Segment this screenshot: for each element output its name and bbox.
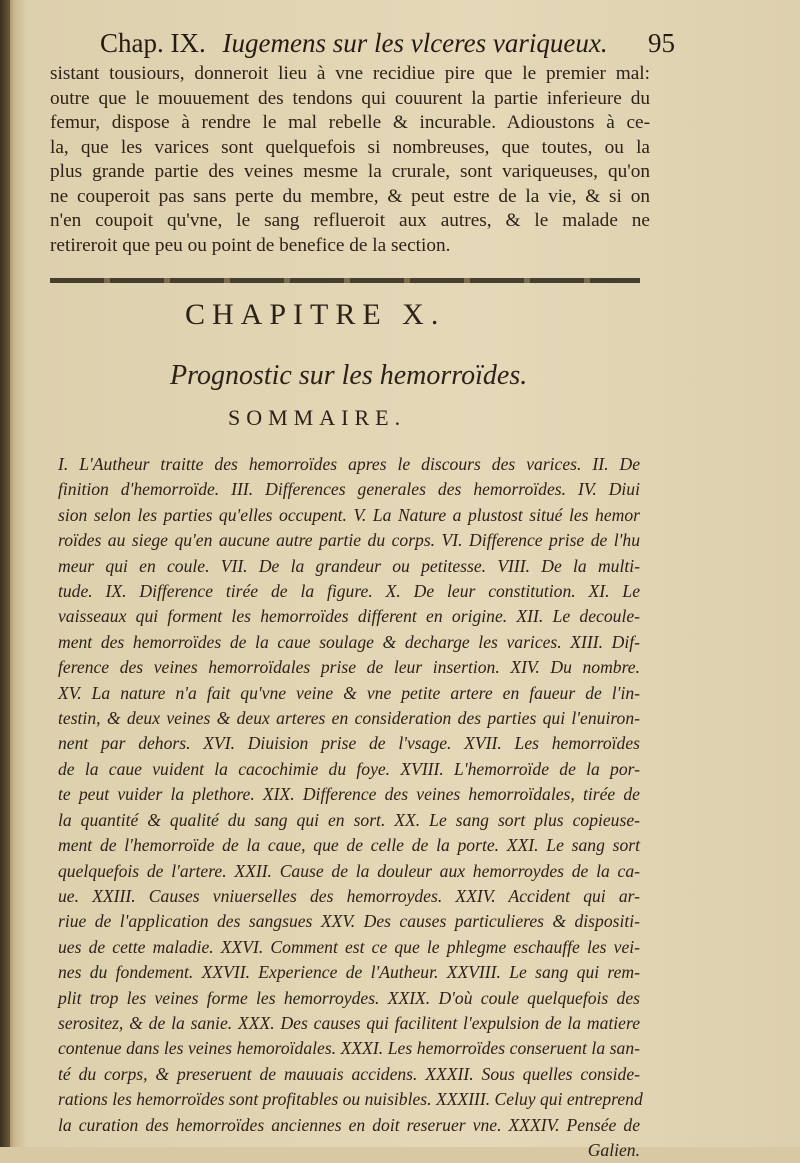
summary-line: serositez, & de la sanie. XXX. Des causes qui facilitent l'expulsion de la matiere	[58, 1012, 640, 1033]
summary-line: ue. XXIII. Causes vniuerselles des hemorroydes. XXIV. Accident qui ar-	[58, 885, 640, 906]
summary-line: contenue dans les veines hemoroïdales. XXXI. Les hemorroïdes conseruent la san-	[58, 1038, 640, 1059]
body-line: ne couperoit pas sans perte du membre, & peut estre de la vie, & si on	[50, 185, 650, 207]
body-line: femur, dispose à rendre le mal rebelle & incurable. Adioustons à ce-	[50, 112, 650, 133]
body-line: sistant tousiours, donneroit lieu à vne recidiue pire que le premier mal:	[50, 63, 650, 84]
summary-line: I. L'Autheur traitte des hemorroïdes apres le discours des varices. II. De	[58, 454, 640, 474]
body-line: retireroit que peu ou point de benefice de la section.	[50, 234, 451, 256]
summary-line: finition d'hemorroïde. III. Differences generales des hemorroïdes. IV. Diui	[58, 479, 640, 500]
summary-line: la curation des hemorroïdes anciennes en doit reseruer vne. XXXIV. Pensée de	[58, 1114, 640, 1135]
summary-line: la quantité & qualité du sang qui en sort. XX. Le sang sort plus copieuse-	[58, 809, 640, 830]
summary-line: rations les hemorroïdes sont profitables ou nuisibles. XXXIII. Celuy qui entreprend	[58, 1089, 643, 1110]
body-line: plus grande partie des veines mesme la crurale, sont variqueuses, qu'on	[50, 161, 650, 182]
summary-line: ment des hemorroïdes de la caue soulage & decharge les varices. XIII. Dif-	[58, 631, 640, 652]
chapter-subtitle: Prognostic sur les hemorroïdes.	[170, 360, 528, 391]
summary-line: meur qui en coule. VII. De la grandeur ou petitesse. VIII. De la multi-	[58, 555, 640, 576]
body-paragraph	[50, 62, 650, 258]
section-divider-rule	[50, 278, 640, 283]
running-head-chapter: Chap. IX.	[100, 28, 206, 58]
summary-line: sion selon les parties qu'elles occupent. V. La Nature a plustost situé les hemor	[58, 504, 640, 525]
summary-line: plit trop les veines forme les hemorroydes. XXIX. D'où coule quelquefois des	[58, 987, 640, 1008]
body-line: outre que le mouuement des tendons qui couurent la partie inferieure du	[50, 87, 650, 109]
page-number: 95	[648, 28, 675, 58]
summary-line: de la caue vuident la cacochimie du foye. XVIII. L'hemorroïde de la por-	[58, 758, 640, 779]
summary-line: nent par dehors. XVI. Diuision prise de l'vsage. XVII. Les hemorroïdes	[58, 733, 640, 754]
chapter-summary	[58, 452, 643, 1163]
summary-line: té du corps, & preseruent de mauuais accidens. XXXII. Sous quelles conside-	[58, 1063, 640, 1084]
summary-line: te peut vuider la plethore. XIX. Difference des veines hemorroïdales, tirée de	[58, 784, 640, 805]
summary-heading: SOMMAIRE.	[228, 405, 407, 430]
summary-line: nes du fondement. XXVII. Experience de l'Autheur. XXVIII. Le sang qui rem-	[58, 962, 640, 983]
chapter-heading: CHAPITRE X.	[185, 298, 446, 331]
body-line: n'en coupoit qu'vne, le sang reflueroit aux autres, & le malade ne	[50, 210, 650, 231]
summary-line: XV. La nature n'a fait qu'vne veine & vne petite artere en faueur de l'in-	[58, 682, 640, 703]
summary-line: ference des veines hemorroïdales prise de leur insertion. XIV. Du nombre.	[58, 657, 640, 678]
summary-line: ues de cette maladie. XXVI. Comment est ce que le phlegme eschauffe les vei-	[58, 936, 640, 957]
body-line: la, que les varices sont quelquefois si nombreuses, que toutes, ou la	[50, 136, 650, 158]
summary-line: roïdes au siege qu'en aucune autre partie du corps. VI. Difference prise de l'hu	[58, 530, 640, 551]
running-head-title: Iugemens sur les vlceres variqueux.	[222, 28, 608, 58]
summary-line: tude. IX. Difference tirée de la figure. X. De leur constitution. XI. Le	[58, 581, 640, 602]
summary-line: riue de l'application des sangsues XXV. Des causes particulieres & dispositi-	[58, 911, 640, 932]
summary-line: testin, & deux veines & deux arteres en consideration des parties qui l'enuiron-	[58, 708, 640, 729]
running-head	[100, 28, 675, 64]
book-spine-shadow	[0, 0, 10, 1147]
summary-line: vaisseaux qui forment les hemorroïdes different en origine. XII. Le decoule-	[58, 606, 640, 627]
summary-line: ment de l'hemorroïde de la caue, que de celle de la porte. XXI. Le sang sort	[58, 835, 640, 856]
summary-line: Galien.	[587, 1139, 640, 1160]
summary-line: quelquefois de l'artere. XXII. Cause de la douleur aux hemorroydes de la ca-	[58, 860, 640, 881]
